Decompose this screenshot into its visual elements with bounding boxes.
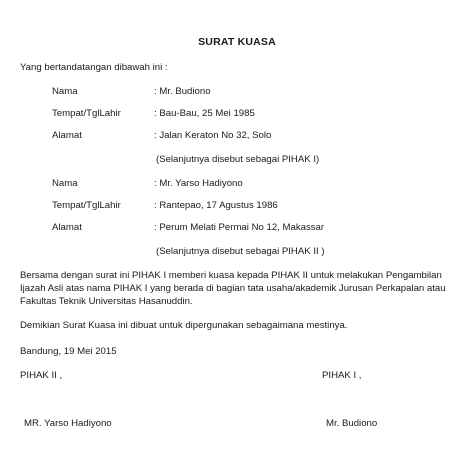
party1-name-value: : Mr. Budiono [154,86,211,97]
party2-birth-value: : Rantepao, 17 Agustus 1986 [154,200,278,211]
closing-paragraph: Demikian Surat Kuasa ini dibuat untuk dipergunakan sebagaimana mestinya. [20,320,348,331]
signature-name-left: MR. Yarso Hadiyono [24,418,112,429]
party1-address-value: : Jalan Keraton No 32, Solo [154,130,272,141]
signature-party-left: PIHAK II , [20,370,63,381]
party1-birth-label: Tempat/TglLahir [52,108,121,119]
party2-note: (Selanjutnya disebut sebagai PIHAK II ) [156,246,325,257]
party2-name-value: : Mr. Yarso Hadiyono [154,178,243,189]
document-title: SURAT KUASA [198,36,276,48]
party1-name-label: Nama [52,86,78,97]
body-paragraph-line: Bersama dengan surat ini PIHAK I memberi kuasa kepada PIHAK II untuk melakukan Pengambilan [20,270,442,281]
party2-address-label: Alamat [52,222,82,233]
party2-birth-label: Tempat/TglLahir [52,200,121,211]
intro-text: Yang bertandatangan dibawah ini : [20,62,168,73]
party1-note: (Selanjutnya disebut sebagai PIHAK I) [156,154,320,165]
party1-birth-value: : Bau-Bau, 25 Mei 1985 [154,108,255,119]
party2-name-label: Nama [52,178,78,189]
party2-address-value: : Perum Melati Permai No 12, Makassar [154,222,325,233]
place-date: Bandung, 19 Mei 2015 [20,346,117,357]
party1-address-label: Alamat [52,130,82,141]
body-paragraph-line: Fakultas Teknik Universitas Hasanuddin. [20,296,193,307]
signature-name-right: Mr. Budiono [326,418,378,429]
body-paragraph-line: Ijazah Asli atas nama PIHAK I yang berada di bagian tata usaha/akademik Jurusan Perkapalan atau [20,283,446,294]
signature-party-right: PIHAK I , [322,370,362,381]
